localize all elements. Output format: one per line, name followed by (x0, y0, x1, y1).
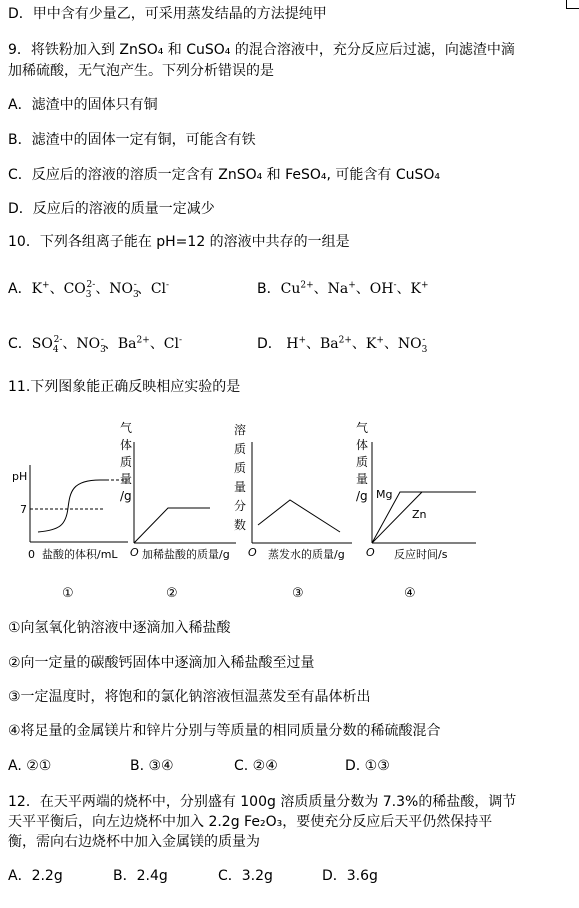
q9-stem-line1: 9．将铁粉加入到 ZnSO₄ 和 CuSO₄ 的混合溶液中，充分反应后过滤，向滤渣中滴 (8, 42, 515, 58)
q11-statement-2: ②向一定量的碳酸钙固体中逐滴加入稀盐酸至过量 (8, 655, 315, 671)
q11-graphs (0, 420, 579, 605)
q12-option-d: D．3.6g (322, 868, 378, 884)
graph-3-y-label-2: 质 (234, 442, 247, 456)
q9-stem-line2: 加稀硫酸，无气泡产生。下列分析错误的是 (8, 63, 274, 79)
q9-option-d: D．反应后的溶液的质量一定减少 (8, 201, 215, 217)
graph-4-origin: O (366, 546, 375, 559)
q8-option-d: D．甲中含有少量乙，可采用蒸发结晶的方法提纯甲 (8, 6, 327, 22)
graph-3-y-label-5: 分 (234, 499, 247, 513)
q11-option-b: B. ③④ (130, 758, 174, 774)
graph-2-y-label-2: 体 (120, 438, 133, 452)
q9-option-b: B．滤渣中的固体一定有铜，可能含有铁 (8, 132, 256, 148)
graph-3-y-label-1: 溶 (234, 423, 247, 437)
graph-4-x-label: 反应时间/s (394, 548, 448, 561)
graph-4-zn-label: Zn (412, 508, 427, 521)
graph-2 (120, 420, 236, 601)
q11-option-c: C. ②④ (234, 758, 278, 774)
page-corner-mark (566, 0, 579, 9)
q11-option-a: A. ②① (8, 758, 52, 774)
graph-4-y-label-1: 气 (356, 421, 369, 435)
graph-3-y-label-6: 数 (234, 518, 247, 532)
graph-2-x-label: 加稀盐酸的质量/g (142, 548, 230, 561)
graph-4-mg-label: Mg (376, 488, 393, 501)
graph-4-y-label-5: /g (356, 489, 368, 503)
q11-statement-1: ①向氢氧化钠溶液中逐滴加入稀盐酸 (8, 620, 231, 636)
q10-option-c: C．$SO_4^{2-}$、$NO_3^-$、$Ba^{2+}$、Cl- (8, 335, 183, 355)
graph-4-number: ④ (404, 586, 416, 601)
graph-2-number: ② (166, 586, 178, 601)
graph-3-number: ③ (292, 586, 304, 601)
q10-option-d: D． H+、$Ba^{2+}$、K+、$NO_3^-$ (257, 335, 428, 355)
q12-stem-line3: 衡，需向右边烧杯中加入金属镁的质量为 (8, 834, 260, 850)
graph-2-y-label-1: 气 (120, 421, 133, 435)
graph-2-y-label-3: 质 (120, 455, 133, 469)
graph-3-origin: O (248, 546, 257, 559)
q11-option-d: D. ①③ (345, 758, 390, 774)
q10-option-a: A．K+、$CO_3^{2-}$、$NO_3^-$、Cl- (8, 280, 170, 300)
graph-1-origin: 0 (28, 548, 35, 561)
q11-statement-3: ③一定温度时，将饱和的氯化钠溶液恒温蒸发至有晶体析出 (8, 689, 371, 705)
graph-3 (234, 422, 352, 601)
q12-option-c: C．3.2g (218, 868, 273, 884)
q11-statement-4: ④将足量的金属镁片和锌片分别与等质量的相同质量分数的稀硫酸混合 (8, 723, 441, 739)
q9-option-a: A．滤渣中的固体只有铜 (8, 97, 158, 113)
graph-3-x-label: 蒸发水的质量/g (268, 548, 345, 561)
graph-2-y-label-5: /g (120, 489, 132, 503)
graph-2-y-label-4: 量 (120, 472, 133, 486)
q10-stem: 10．下列各组离子能在 pH=12 的溶液中共存的一组是 (8, 234, 350, 250)
graph-3-y-label-4: 量 (234, 480, 247, 494)
q9-option-c: C．反应后的溶液的溶质一定含有 ZnSO₄ 和 FeSO₄, 可能含有 CuSO₄ (8, 167, 441, 183)
graph-1 (12, 465, 128, 601)
q12-option-a: A．2.2g (8, 868, 63, 884)
q10-option-b: B．$Cu^{2+}$、Na+、OH-、K+ (257, 280, 429, 297)
graph-1-number: ① (62, 586, 74, 601)
graph-3-y-label-3: 质 (234, 461, 247, 475)
graph-4-y-label-4: 量 (356, 472, 369, 486)
q12-option-b: B．2.4g (113, 868, 168, 884)
graph-4 (356, 420, 476, 601)
graph-4-y-label-2: 体 (356, 438, 369, 452)
graph-1-x-label: 盐酸的体积/mL (42, 548, 118, 561)
graph-4-y-label-3: 质 (356, 455, 369, 469)
q12-stem-line1: 12．在天平两端的烧杯中，分别盛有 100g 溶质质量分数为 7.3%的稀盐酸，调节 (8, 794, 517, 810)
q12-stem-line2: 天平平衡后，向左边烧杯中加入 2.2g Fe₂O₃，要使充分反应后天平仍然保持平 (8, 814, 493, 830)
graph-1-tick-7: 7 (20, 503, 27, 516)
q11-stem: 11.下列图象能正确反映相应实验的是 (8, 379, 241, 395)
graph-1-y-label: pH (12, 470, 28, 483)
graph-2-origin: O (130, 546, 139, 559)
